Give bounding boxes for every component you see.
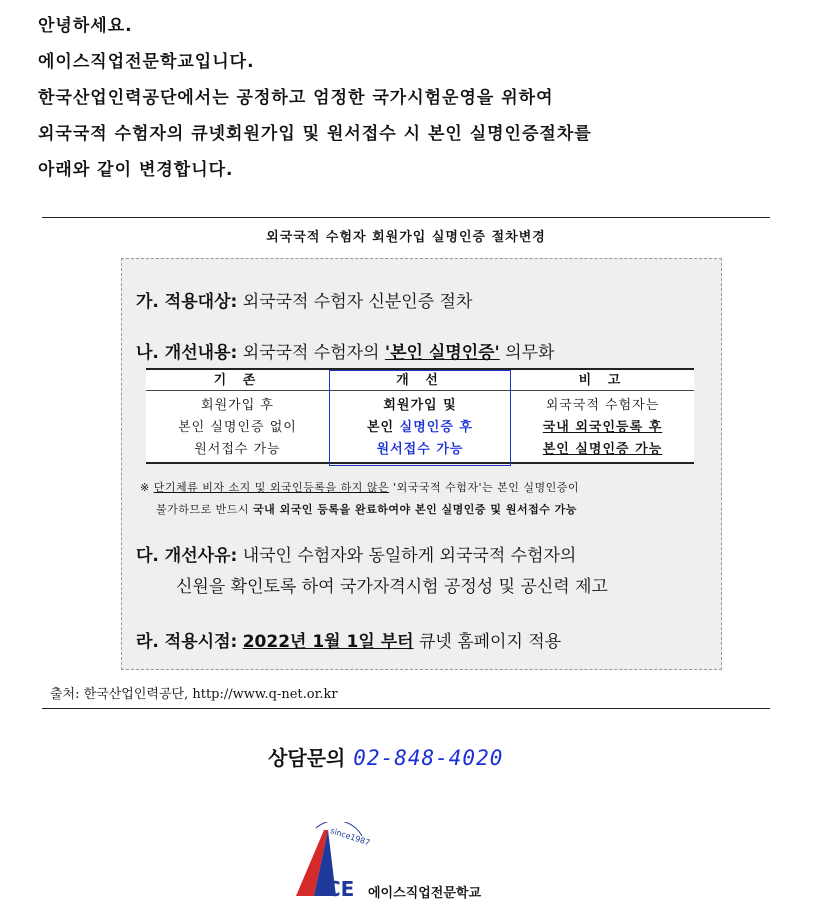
- note-line-1: 외국국적 수험자는: [545, 398, 660, 413]
- improved-line-2a: 본인: [367, 420, 400, 435]
- note-underlined: 단기체류 비자 소지 및 외국인등록을 하지 않은: [153, 481, 390, 494]
- logo-mark: CE: [326, 877, 355, 901]
- intro-line-3: 한국산업인력공단에서는 공정하고 엄정한 국가시험운영을 위하여: [38, 88, 554, 108]
- improved-line-2b: 실명인증 후: [399, 420, 473, 435]
- table-cell-existing: [146, 393, 329, 464]
- intro-line-1: 안녕하세요.: [38, 16, 133, 36]
- contact-info: [268, 742, 503, 771]
- item-content-bold: '본인 실명인증': [384, 343, 500, 363]
- logo-name: 에이스직업전문학교: [368, 886, 482, 901]
- table-header-note: 비 고: [511, 370, 694, 391]
- school-logo: [292, 822, 522, 902]
- item-date-text: 큐넷 홈페이지 적용: [413, 632, 562, 652]
- item-date-value: 2022년 1월 1일 부터: [242, 632, 414, 652]
- item-content: [136, 338, 554, 363]
- table-header-improved: 개 선: [329, 370, 511, 391]
- note-line-3: 본인 실명인증 가능: [542, 442, 663, 457]
- item-target: [136, 287, 472, 312]
- improved-line-1: 회원가입 및: [383, 398, 457, 413]
- intro-line-5: 아래와 같이 변경합니다.: [38, 160, 234, 180]
- item-date-label: 라. 적용시점:: [136, 632, 238, 652]
- intro-line-2: 에이스직업전문학교입니다.: [38, 52, 255, 72]
- existing-line-2: 본인 실명인증 없이: [178, 420, 297, 435]
- item-reason: [136, 541, 608, 603]
- item-reason-text1: 내국인 수험자와 동일하게 외국국적 수험자의: [237, 546, 577, 566]
- item-reason-label: 다. 개선사유:: [136, 546, 238, 566]
- item-content-text: 외국국적 수험자의: [237, 343, 385, 363]
- intro-line-4: 외국국적 수험자의 큐넷회원가입 및 원서접수 시 본인 실명인증절차를: [38, 124, 592, 144]
- item-target-label: 가. 적용대상:: [136, 292, 238, 312]
- item-target-text: 외국국적 수험자 신분인증 절차: [237, 292, 473, 312]
- intro-text: [38, 8, 592, 188]
- item-date: [136, 627, 561, 652]
- info-panel: [121, 258, 722, 670]
- table-cell-improved: [329, 393, 511, 464]
- note-rest: '외국국적 수험자'는 본인 실명인증이: [389, 481, 580, 494]
- contact-phone[interactable]: 02-848-4020: [353, 746, 504, 770]
- note-line-2b: 국내 외국인 등록을 완료하여야 본인 실명인증 및 원서접수 가능: [253, 503, 577, 516]
- note-line-2: [140, 499, 579, 521]
- item-content-tail: 의무화: [499, 343, 555, 363]
- footnote: [140, 477, 579, 521]
- note-mark: ※: [140, 481, 150, 494]
- section-title: 외국국적 수험자 회원가입 실명인증 절차변경: [266, 230, 546, 245]
- existing-line-1: 회원가입 후: [201, 398, 274, 413]
- comparison-table: [146, 368, 694, 464]
- note-line-2a: 불가하므로 반드시: [156, 503, 254, 516]
- improved-line-3: 원서접수 가능: [376, 442, 464, 457]
- existing-line-3: 원서접수 가능: [194, 442, 281, 457]
- bottom-divider: [42, 708, 770, 709]
- item-content-label: 나. 개선내용:: [136, 343, 238, 363]
- top-divider: [42, 217, 770, 218]
- item-reason-text2: 신원을 확인토록 하여 국가자격시험 공정성 및 공신력 제고: [176, 577, 608, 597]
- source-citation: 출처: 한국산업인력공단, http://www.q-net.or.kr: [50, 687, 338, 702]
- table-cell-note: [511, 393, 694, 464]
- table-header-existing: 기 존: [146, 370, 329, 391]
- note-line-2: 국내 외국인등록 후: [542, 420, 663, 435]
- contact-label: 상담문의: [268, 746, 346, 770]
- logo-since: since1987: [329, 826, 372, 848]
- improved-line-2: [329, 417, 511, 439]
